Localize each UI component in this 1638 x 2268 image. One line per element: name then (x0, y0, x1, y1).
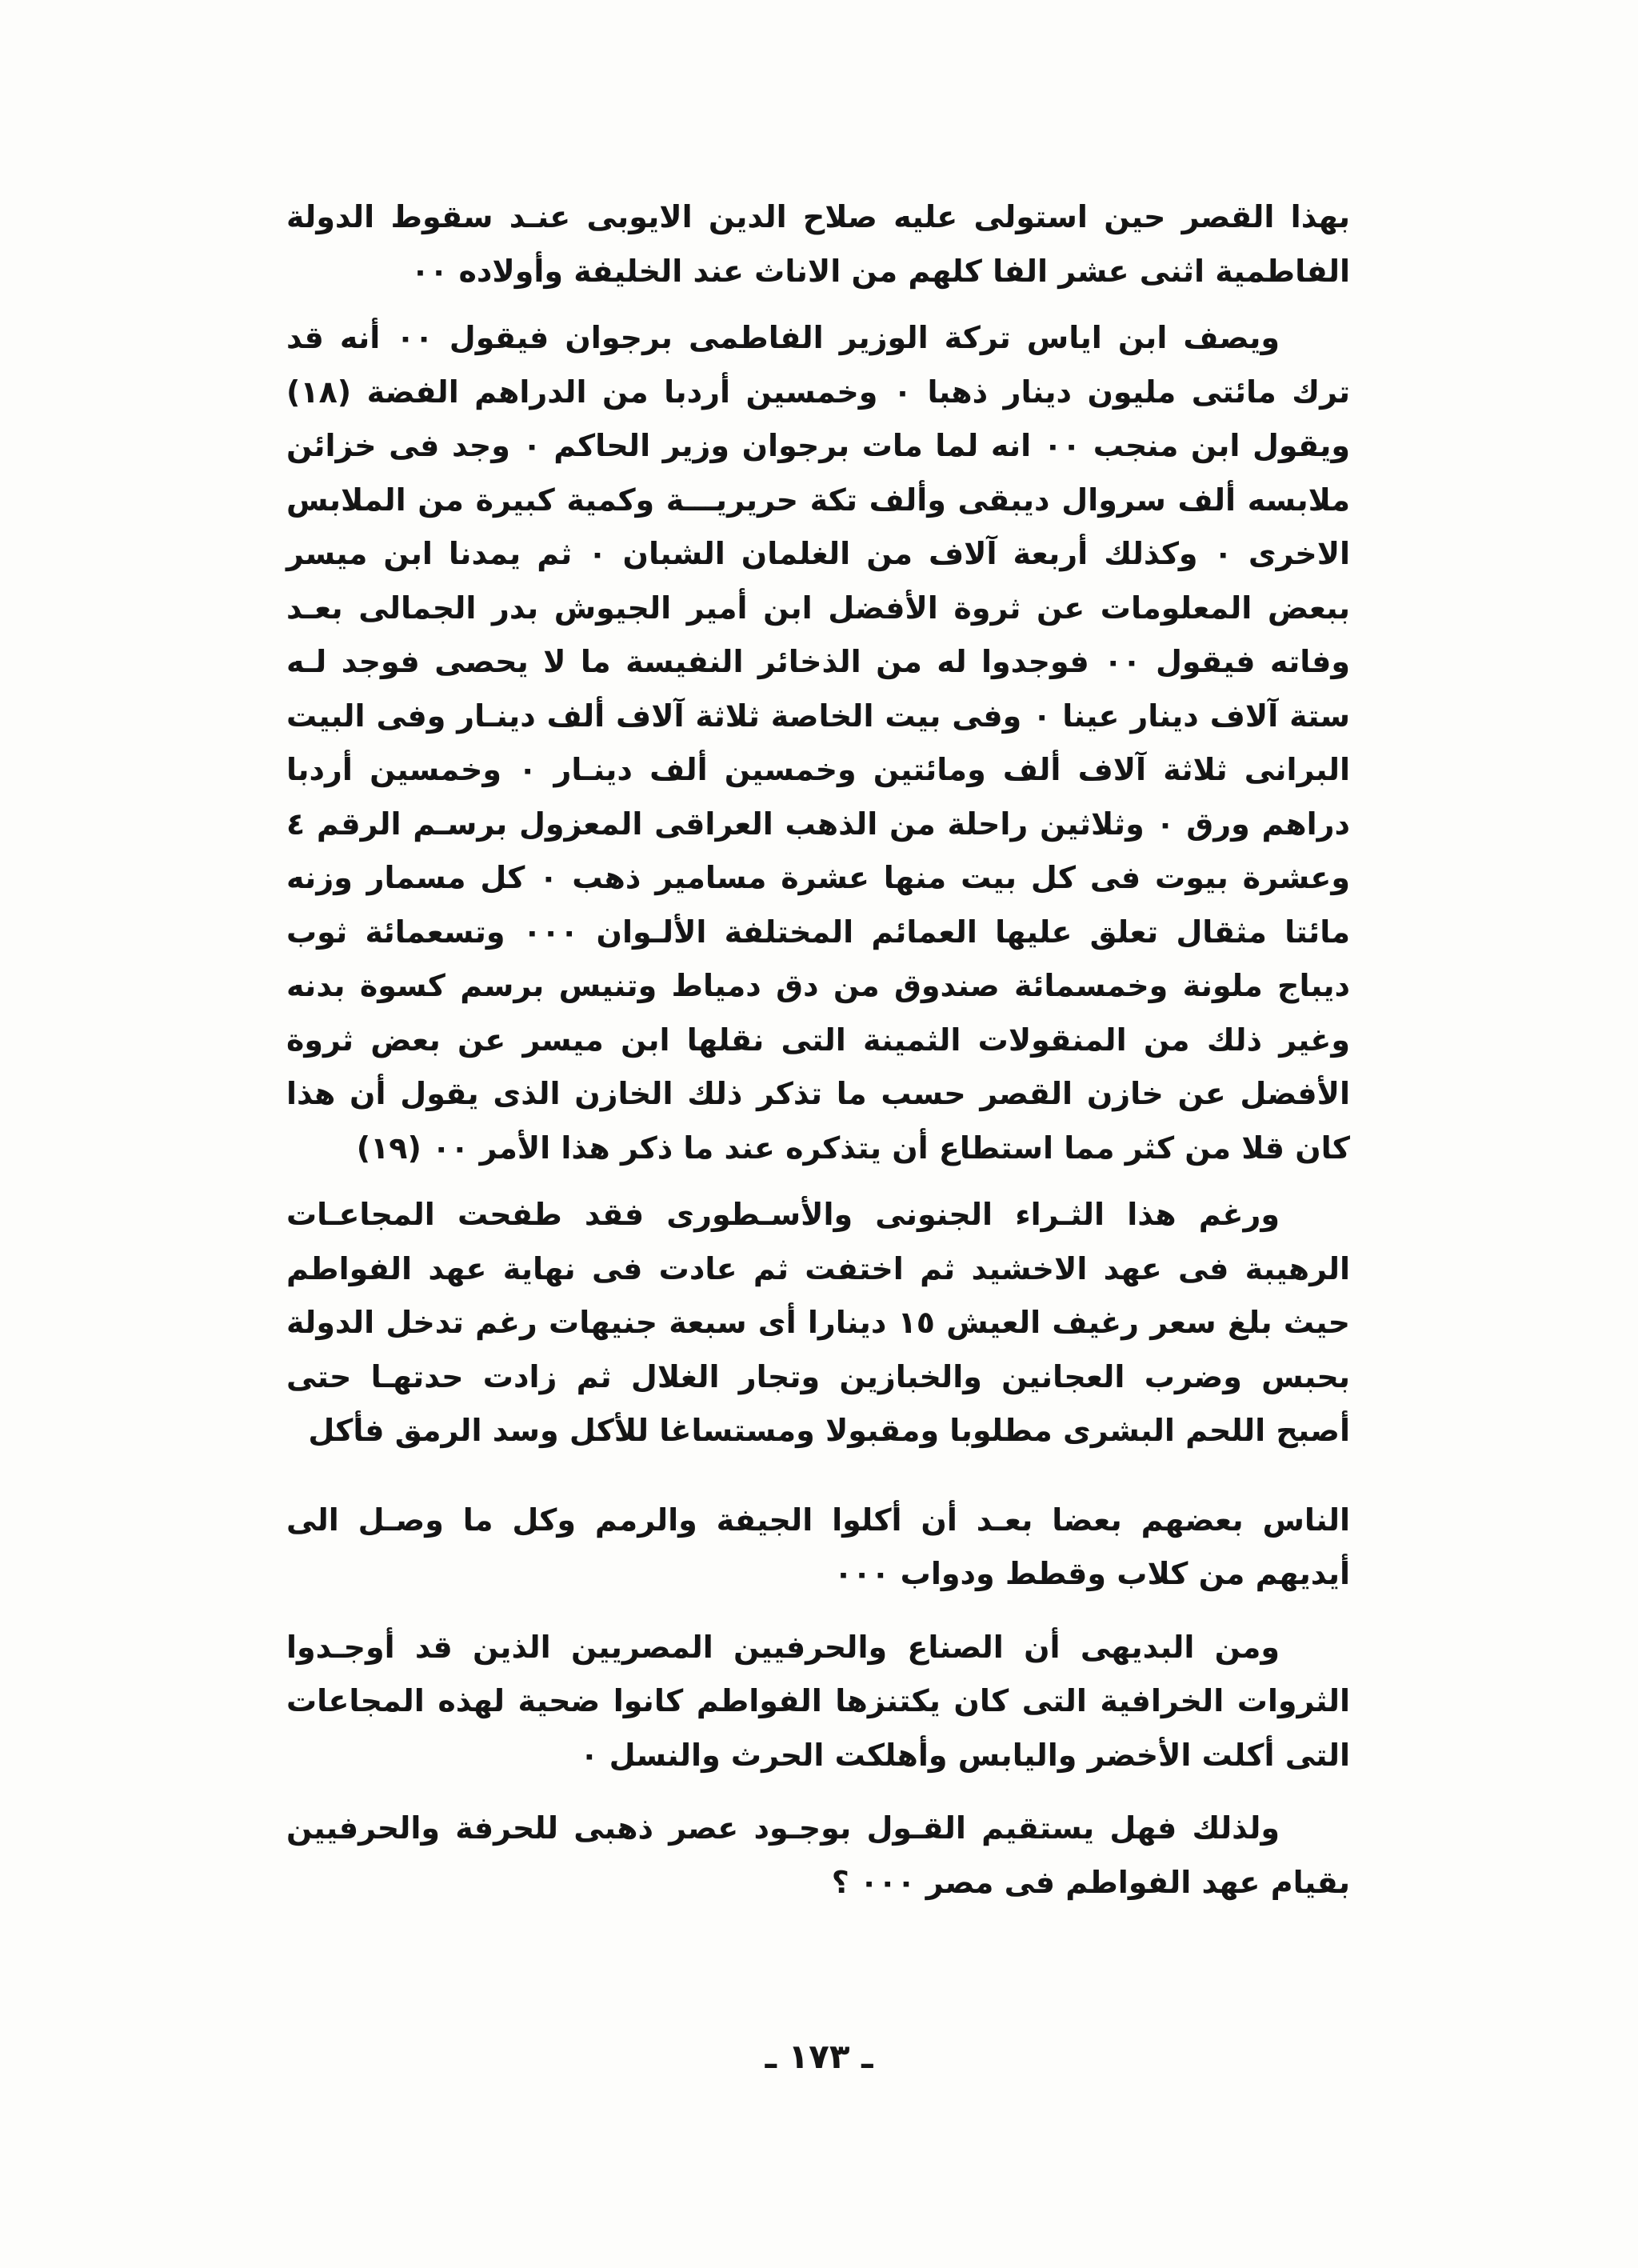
page-number: ـ ١٧٣ ـ (765, 2037, 873, 2076)
paragraph-2: ويصف ابن اياس تركة الوزير الفاطمى برجوان فيقول ٠٠ أنه قد ترك مائتى مليون دينار ذهبا ٠ وخمسين أردبا من الدراهم الفضة (١٨) ويقول ابن منجب ٠٠ انه لما مات برجوان وزير الحاكم ٠ وجد فى خزائن ملابسه ألف سروال ديبقى وألف تكة حريريـــة وكمية كبيرة من الملابس الاخرى ٠ وكذلك أربعة آلاف من الغلمان الشبان ٠ ثم يمدنا ابن ميسر ببعض المعلومات عن ثروة الأفضل ابن أمير الجيوش بدر الجمالى بعـد وفاته فيقول ٠٠ فوجدوا له من الذخائر النفيسة ما لا يحصى فوجد لـه ستة آلاف دينار عينا ٠ وفى بيت الخاصة ثلاثة آلاف ألف دينـار وفى البيت البرانى ثلاثة آلاف ألف ومائتين وخمسين ألف دينـار ٠ وخمسين أردبا دراهم ورق ٠ وثلاثين راحلة من الذهب العراقى المعزول برسـم الرقم ٤ وعشرة بيوت فى كل بيت منها عشرة مسامير ذهب ٠ كل مسمار وزنه مائتا مثقال تعلق عليها العمائم المختلفة الألـوان ٠٠٠ وتسعمائة ثوب ديباج ملونة وخمسمائة صندوق من دق دمياط وتنيس برسم كسوة بدنه وغير ذلك من المنقولات الثمينة التى نقلها ابن ميسر عن بعض ثروة الأفضل عن خازن القصر حسب ما تذكر ذلك الخازن الذى يقول أن هذا كان قلا من كثر مما استطاع أن يتذكره عند ما ذكر هذا الأمر ٠٠ (١٩) (286, 320, 1351, 1166)
paragraph-1: بهذا القصر حين استولى عليه صلاح الدين الايوبى عنـد سقوط الدولة الفاطمية اثنى عشر الفا كلهم من الاناث عند الخليفة وأولاده ٠٠ (286, 199, 1350, 289)
paragraph-5: ومن البديهى أن الصناع والحرفيين المصريين الذين قد أوجـدوا الثروات الخرافية التى كان يكتنزها الفواطم كانوا ضحية لهذه المجاعات التى أكلت الأخضر واليابس وأهلكت الحرث والنسل ٠ (286, 1629, 1350, 1773)
paragraph-4: الناس بعضهم بعضا بعـد أن أكلوا الجيفة والرمم وكل ما وصـل الى أيديهم من كلاب وقطط ودواب ٠٠٠ (286, 1502, 1350, 1591)
paragraph-3: ورغم هذا الثـراء الجنونى والأسـطورى فقد طفحت المجاعـات الرهيبة فى عهد الاخشيد ثم اختفت ثم عادت فى نهاية عهد الفواطم حيث بلغ سعر رغيف العيش ١٥ دينارا أى سبعة جنيهات رغم تدخل الدولة بحبس وضرب العجانين والخبازين وتجار الغلال ثم زادت حدتهـا حتى أصبح اللحم البشرى مطلوبا ومقبولا ومستساغا للأكل وسد الرمق فأكل (286, 1197, 1350, 1448)
paragraph-6: ولذلك فهل يستقيم القـول بوجـود عصر ذهبى للحرفة والحرفيين بقيام عهد الفواطم فى مصر ٠٠٠ ؟ (286, 1810, 1350, 1900)
body-text (286, 190, 1350, 1910)
